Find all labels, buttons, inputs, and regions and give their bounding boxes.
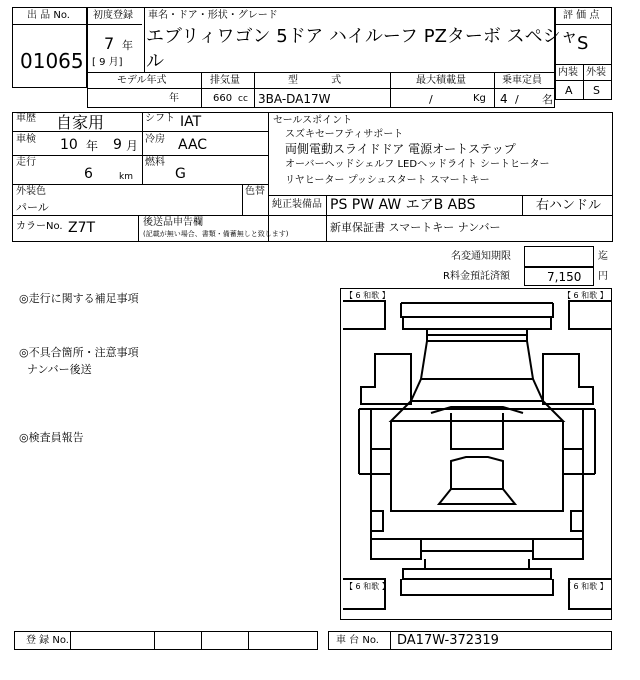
capacity-sep: /: [515, 93, 519, 106]
corner-bracket-tl: [343, 301, 385, 329]
recycle-unit: 円: [598, 271, 608, 282]
chassis-label: 車 台 No.: [336, 635, 379, 646]
name-label: 車名・ドア・形状・グレード: [148, 10, 278, 21]
inspection-month-unit: 月: [126, 139, 139, 153]
post-docs-note: (記載が無い場合、書類・備蓄無しと致します): [143, 230, 289, 238]
name-change-label: 名変通知期限: [451, 251, 511, 262]
defects-text: ナンバー後送: [27, 363, 92, 376]
history-label: 車歴: [16, 113, 36, 124]
windshield: [411, 379, 543, 401]
first-reg-year-unit: 年: [122, 39, 133, 52]
score-label: 評 価 点: [563, 10, 600, 21]
front-bumper: [401, 303, 553, 329]
color-change-label: 色替: [245, 186, 265, 197]
first-reg-year: 7: [104, 34, 115, 53]
steering: 右ハンドル: [536, 198, 602, 213]
model-year-unit: 年: [169, 93, 179, 104]
interior-label: 内装: [558, 67, 578, 78]
aircon-label: 冷房: [145, 134, 165, 145]
car-outline-diagram: [341, 289, 613, 621]
tire-mark-rear-left: 【 6 和歌 】: [345, 582, 390, 591]
hood: [421, 341, 533, 379]
left-front-side: [361, 354, 411, 404]
lot-label: 出 品 No.: [27, 10, 70, 21]
defects-label: ◎不具合箇所・注意事項: [19, 346, 139, 359]
displacement-label: 排気量: [210, 75, 240, 86]
displacement: 660: [213, 93, 233, 104]
sales-point-1: スズキセーフティサポート: [285, 129, 404, 140]
post-docs-label: 後送品申告欄: [143, 217, 203, 228]
fuel: G: [175, 166, 186, 182]
inspector-report-label: ◎検査員報告: [19, 431, 84, 444]
right-rear-side: [571, 511, 583, 531]
sales-point-3: オーバーヘッドシェルフ LEDヘッドライト シートヒーター: [285, 159, 550, 170]
recycle-amount: 7,150: [547, 270, 582, 284]
mileage-unit: km: [119, 172, 133, 182]
displacement-unit: cc: [238, 94, 248, 104]
tire-mark-front-left: 【 6 和歌 】: [345, 291, 390, 300]
capacity-label: 乗車定員: [502, 75, 542, 86]
capacity: 4: [500, 92, 508, 106]
post-docs: 新車保証書 スマートキー ナンバー: [330, 221, 501, 234]
sales-point-4: リヤヒーター プッシュスタート スマートキー: [285, 175, 490, 186]
left-rear-side: [371, 511, 383, 531]
aircon: AAC: [178, 137, 208, 153]
inspection-label: 車検: [16, 134, 36, 145]
model-year-label: モデル年式: [117, 75, 167, 86]
max-load-unit: Kg: [473, 93, 486, 104]
exterior-label: 外装: [586, 67, 606, 78]
mileage-label: 走行: [16, 157, 36, 168]
color: パール: [16, 201, 49, 214]
name-change-box: [524, 246, 594, 267]
model-code: 3BA-DA17W: [258, 92, 331, 106]
name-change-unit: 迄: [598, 251, 608, 262]
mileage: 6: [84, 166, 93, 182]
color-no-label: カラーNo.: [16, 221, 63, 232]
sales-point-2: 両側電動スライドドア 電源オートステップ: [285, 142, 516, 156]
reg-no-label: 登 録 No.: [26, 635, 69, 646]
car-name-line1: エブリィワゴン 5ドア ハイルーフ PZターボ スペシャ: [146, 26, 579, 47]
max-load-slash: /: [429, 93, 433, 106]
std-equip: PS PW AW エアB ABS: [330, 197, 476, 213]
fuel-label: 燃料: [145, 157, 165, 168]
color-no: Z7T: [68, 220, 96, 236]
inspection-year: 10: [60, 137, 78, 153]
std-equip-label: 純正装備品: [272, 199, 322, 210]
driving-remarks-label: ◎走行に関する補足事項: [19, 292, 139, 305]
roof: [391, 401, 563, 421]
model-code-label: 型 式: [288, 75, 342, 86]
shift-label: シフト: [145, 113, 175, 124]
recycle-label: R料金預託済額: [443, 271, 510, 282]
capacity-unit: 名: [542, 93, 553, 106]
car-name-line2: ル: [146, 51, 164, 72]
inspection-month: 9: [113, 137, 122, 153]
score: S: [577, 33, 589, 54]
inspection-year-unit: 年: [86, 139, 99, 153]
first-reg-month: [ 9 月]: [92, 57, 123, 68]
color-label: 外装色: [16, 186, 46, 197]
right-front-side: [543, 354, 593, 404]
exterior-score: S: [593, 84, 600, 97]
first-reg-label: 初度登録: [93, 10, 133, 21]
sales-points-label: セールスポイント: [273, 115, 353, 126]
vehicle-diagram: [340, 288, 612, 620]
history: 自家用: [56, 113, 105, 132]
lot-number: 01065: [20, 49, 84, 73]
rear-glass: [451, 457, 503, 489]
shift: IAT: [180, 114, 202, 130]
max-load-label: 最大積載量: [416, 75, 466, 86]
rear-bumper: [403, 569, 551, 579]
corner-bracket-tr: [569, 301, 611, 329]
interior-score: A: [565, 84, 573, 97]
chassis-no: DA17W-372319: [397, 633, 499, 648]
tire-mark-front-right: 【 6 和歌 】: [563, 291, 608, 300]
tire-mark-rear-right: 【 6 和歌 】: [563, 582, 608, 591]
